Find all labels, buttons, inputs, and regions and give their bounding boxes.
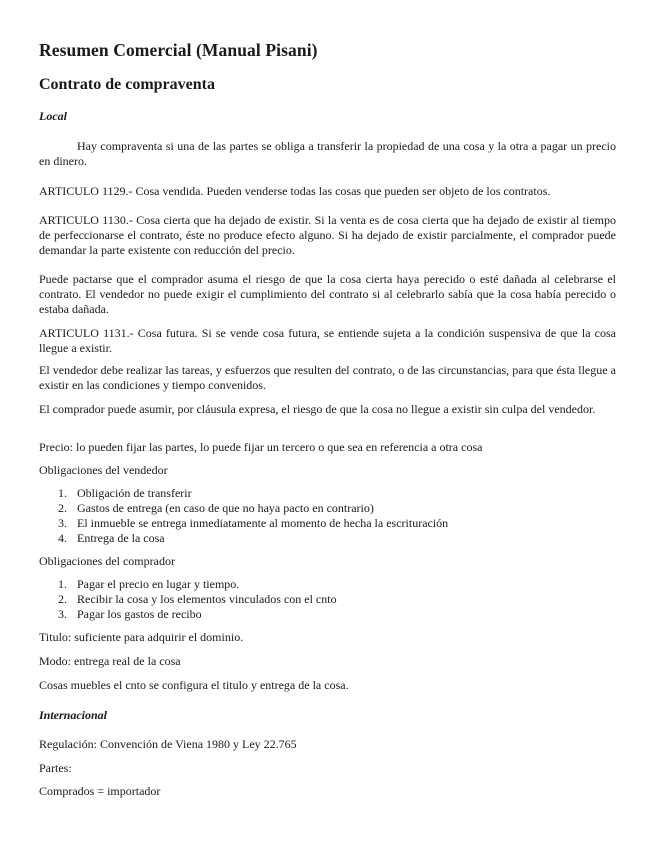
list-item-text: Pagar los gastos de recibo bbox=[77, 607, 202, 621]
list-item: 2. Recibir la cosa y los elementos vinculados con el cnto bbox=[58, 592, 337, 606]
list-item-text: Pagar el precio en lugar y tiempo. bbox=[77, 577, 240, 591]
paragraph-art1129: ARTICULO 1129.- Cosa vendida. Pueden venderse todas las cosas que pueden ser objeto de los contratos. bbox=[39, 184, 551, 198]
paragraph-art1130: ARTICULO 1130.- Cosa cierta que ha dejado de existir. Si la venta es de cosa cierta que ha dejado de existir al tiempo de perfeccionarse el contrato, éste no produce efecto alguno. Si ha dejado de existir parcialmente, el comprador puede demandar la parte existente con reducción del precio. bbox=[39, 213, 616, 257]
paragraph-comprados: Comprados = importador bbox=[39, 784, 161, 798]
paragraph-regulacion: Regulación: Convención de Viena 1980 y Ley 22.765 bbox=[39, 737, 297, 751]
subheading-local: Local bbox=[39, 109, 67, 123]
paragraph-titulo: Titulo: suficiente para adquirir el dominio. bbox=[39, 630, 244, 644]
list-item: 4. Entrega de la cosa bbox=[58, 531, 165, 545]
label-oblig-vendedor: Obligaciones del vendedor bbox=[39, 463, 168, 477]
paragraph-vendedor-tareas: El vendedor debe realizar las tareas, y esfuerzos que resulten del contrato, o de las circunstancias, para que ésta llegue a existir en las condiciones y tiempo convenidos. bbox=[39, 363, 616, 392]
list-item: 2. Gastos de entrega (en caso de que no haya pacto en contrario) bbox=[58, 501, 374, 515]
list-item: 3. El inmueble se entrega inmediatamente al momento de hecha la escrituración bbox=[58, 516, 449, 530]
label-oblig-comprador: Obligaciones del comprador bbox=[39, 554, 175, 568]
paragraph-precio: Precio: lo pueden fijar las partes, lo puede fijar un tercero o que sea en referencia a otra cosa bbox=[39, 440, 483, 454]
list-item-text: Obligación de transferir bbox=[77, 486, 192, 500]
paragraph-comprador-riesgo: El comprador puede asumir, por cláusula expresa, el riesgo de que la cosa no llegue a existir sin culpa del vendedor. bbox=[39, 402, 596, 416]
paragraph-art1131: ARTICULO 1131.- Cosa futura. Si se vende cosa futura, se entiende sujeta a la condición suspensiva de que la cosa llegue a existir. bbox=[39, 326, 616, 355]
paragraph-intro: Hay compraventa si una de las partes se obliga a transferir la propiedad de una cosa y la otra a pagar un precio en dinero. bbox=[39, 139, 616, 168]
list-item: 1. Obligación de transferir bbox=[58, 486, 192, 500]
paragraph-riesgo: Puede pactarse que el comprador asuma el riesgo de que la cosa cierta haya perecido o esté dañada al celebrarse el contrato. El vendedor no puede exigir el cumplimiento del contrato si al celebrarlo sabía que la cosa había perecido o estaba dañada. bbox=[39, 272, 616, 316]
paragraph-muebles: Cosas muebles el cnto se configura el titulo y entrega de la cosa. bbox=[39, 678, 349, 692]
list-oblig-vendedor bbox=[58, 486, 598, 546]
list-oblig-comprador bbox=[58, 577, 598, 622]
document-title: Resumen Comercial (Manual Pisani) bbox=[39, 40, 318, 60]
section-title: Contrato de compraventa bbox=[39, 76, 215, 93]
list-item-text: El inmueble se entrega inmediatamente al momento de hecha la escrituración bbox=[77, 516, 449, 530]
list-item-text: Entrega de la cosa bbox=[77, 531, 165, 545]
paragraph-modo: Modo: entrega real de la cosa bbox=[39, 654, 181, 668]
list-item-text: Recibir la cosa y los elementos vinculados con el cnto bbox=[77, 592, 337, 606]
list-item-text: Gastos de entrega (en caso de que no haya pacto en contrario) bbox=[77, 501, 374, 515]
subheading-internacional: Internacional bbox=[39, 708, 108, 722]
list-item: 1. Pagar el precio en lugar y tiempo. bbox=[58, 577, 240, 591]
paragraph-partes: Partes: bbox=[39, 761, 72, 775]
list-item: 3. Pagar los gastos de recibo bbox=[58, 607, 202, 621]
